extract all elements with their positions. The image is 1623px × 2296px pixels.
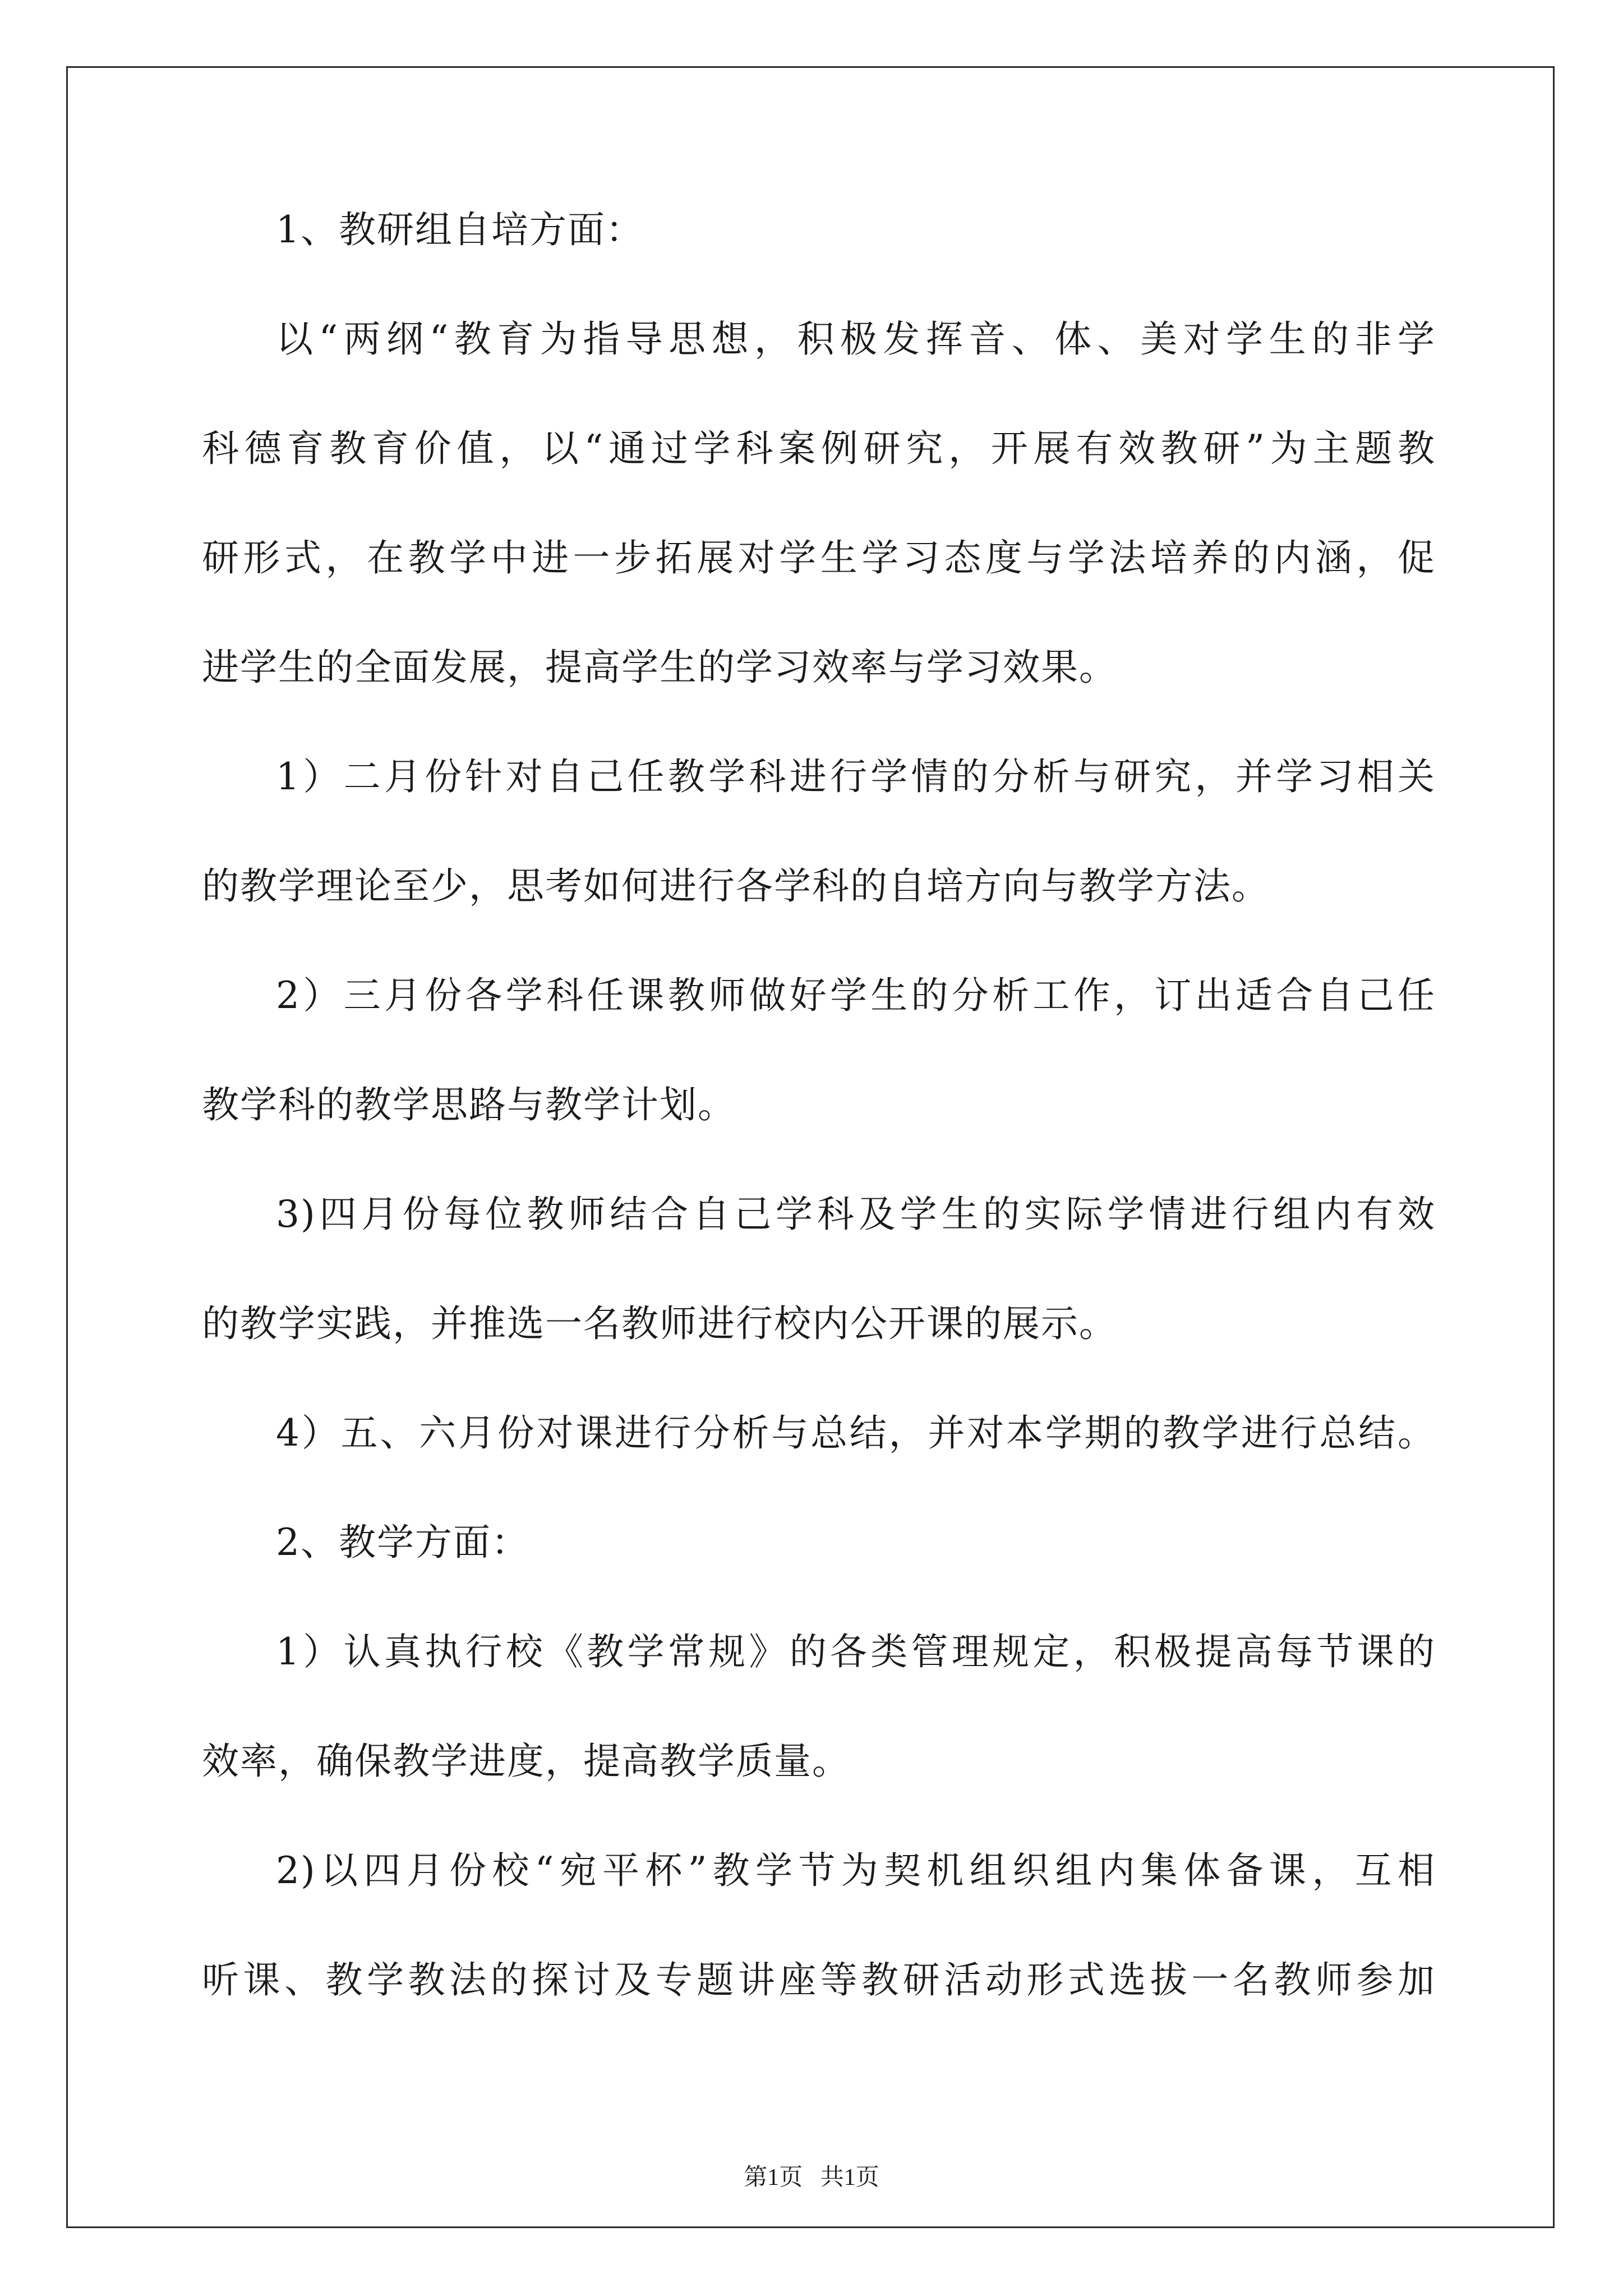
paragraph-line: 科德育教育价值，以“通过学科案例研究，开展有效教研”为主题教 [202,427,1436,470]
paragraph-line: 以“两纲“教育为指导思想，积极发挥音、体、美对学生的非学 [276,318,1436,361]
paragraph-line: 研形式，在教学中进一步拓展对学生学习态度与学法培养的内涵，促 [202,536,1436,579]
list-item-line: 的教学理论至少，思考如何进行各学科的自培方向与教学方法。 [202,864,1270,908]
page-footer [0,2161,1623,2194]
list-item-line: 1）认真执行校《教学常规》的各类管理规定，积极提高每节课的 [276,1630,1436,1673]
list-item-line: 3)四月份每位教师结合自己学科及学生的实际学情进行组内有效 [276,1193,1436,1236]
list-item-line: 1）二月份针对自己任教学科进行学情的分析与研究，并学习相关 [276,755,1436,798]
page-total: 共1页 [820,2165,879,2191]
list-item-line: 4）五、六月份对课进行分析与总结，并对本学期的教学进行总结。 [276,1411,1436,1455]
heading-teaching: 2、教学方面： [276,1521,529,1564]
list-item-line: 2)以四月份校“宛平杯”教学节为契机组织组内集体备课，互相 [276,1849,1436,1892]
list-item-line: 教学科的教学思路与教学计划。 [202,1083,736,1126]
list-item-line: 的教学实践，并推选一名教师进行校内公开课的展示。 [202,1302,1117,1345]
list-item-line: 听课、教学教法的探讨及专题讲座等教研活动形式选拔一名教师参加 [202,1958,1436,2001]
page-number: 第1页 [744,2165,803,2191]
paragraph-line: 进学生的全面发展，提高学生的学习效率与学习效果。 [202,646,1117,689]
list-item-line: 效率，确保教学进度，提高教学质量。 [202,1740,850,1783]
list-item-line: 2）三月份各学科任课教师做好学生的分析工作，订出适合自己任 [276,974,1436,1017]
heading-self-training: 1、教研组自培方面： [276,208,644,251]
